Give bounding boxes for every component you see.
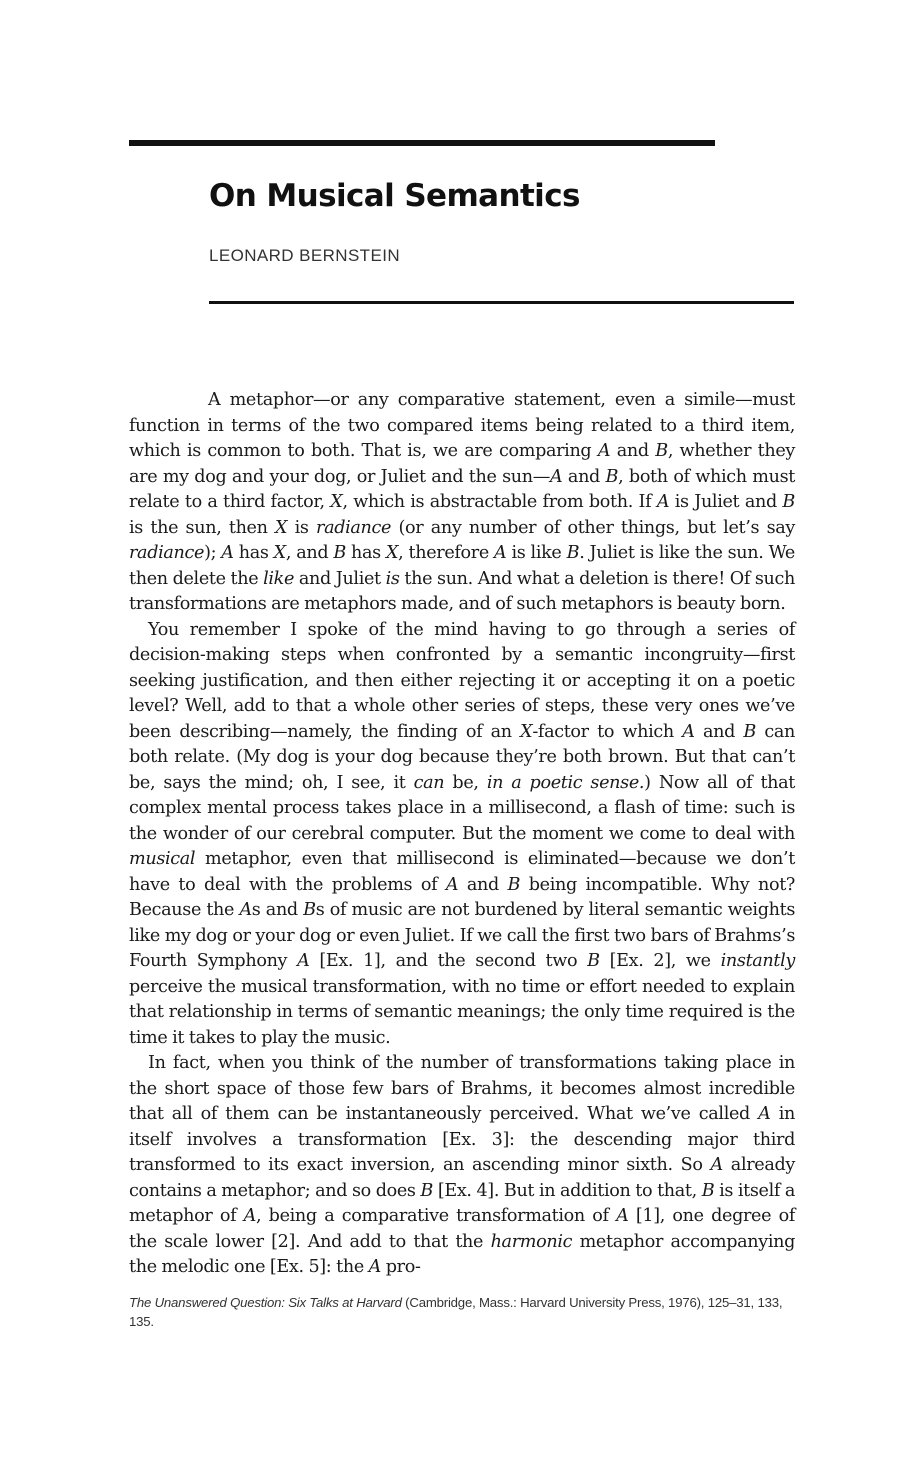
text-run: A metaphor—or any comparative statement, even a simile—must function in terms of the two compared items being related to a third item, which is common to both. That is, we are comparing — [129, 390, 795, 461]
italic-text: A — [221, 543, 234, 563]
text-run: [Ex. 4]. But in addition to that, — [433, 1180, 702, 1201]
text-run: perceive the musical transformation, with no time or effort needed to explain that relationship in terms of semantic meanings; the only time required is the time it takes to play the music. — [129, 976, 795, 1048]
text-run: is Juliet and — [669, 492, 783, 512]
text-run: , both of which must relate to a third factor, — [129, 466, 795, 512]
italic-text: is — [385, 568, 400, 589]
italic-text: radiance — [316, 517, 392, 538]
top-rule — [129, 140, 715, 146]
paragraph — [129, 1051, 795, 1281]
text-run: is — [287, 517, 317, 538]
italic-text: B — [303, 900, 316, 920]
footnote-citation: (Cambridge, Mass.: Harvard University Press, 1976), 125–31, 133, 135. — [129, 1295, 783, 1329]
text-run: , therefore — [398, 543, 495, 563]
text-run: -factor to which — [532, 721, 683, 742]
italic-text: B — [743, 721, 756, 742]
italic-text: A — [656, 492, 670, 512]
text-run: and — [562, 466, 606, 487]
text-run: You remember I spoke of the mind having to go through a series of decision-making steps when confronted by a semantic incongruity—first seeking justification, and then either rejecting it or accepting it on a poetic level? Well, add to that a whole other series of steps, these very ones we’ve been describing—namely, the finding of an — [129, 619, 795, 742]
text-run: , whether they are my dog and your dog, or Juliet and the sun— — [129, 441, 795, 487]
text-run: metaphor accompanying the melodic one [Ex. 5]: the — [129, 1231, 796, 1277]
italic-text: A — [597, 441, 611, 461]
italic-text: musical — [129, 849, 196, 869]
text-run: ); — [204, 543, 222, 563]
text-run: can both relate. (My dog is your dog because they’re both brown. But that can’t be, says the mind; oh, I see, it — [129, 721, 795, 793]
text-run: metaphor, even that millisecond is eliminated—because we don’t have to deal with the problems of — [129, 849, 795, 895]
text-run: pro- — [381, 1257, 421, 1277]
page-title: On Musical Semantics — [209, 178, 580, 214]
italic-text: B — [605, 466, 619, 487]
italic-text: in a poetic sense. — [486, 772, 645, 793]
text-run: , which is abstractable from both. If — [342, 492, 657, 512]
body-text — [129, 388, 795, 1281]
italic-text: B — [333, 543, 346, 563]
italic-text: B — [507, 874, 521, 895]
italic-text: A — [616, 1206, 629, 1226]
italic-text: instantly — [720, 951, 796, 971]
italic-text: B — [701, 1180, 715, 1201]
text-run: has — [233, 543, 274, 563]
text-run: [1], one degree of the scale lower [2]. And add to that the — [129, 1206, 795, 1252]
text-run: the sun. And what a deletion is there! Of such transformations are metaphors made, and of such metaphors is beauty born. — [129, 568, 795, 614]
italic-text: B — [655, 441, 668, 461]
italic-text: X — [275, 517, 288, 538]
footnote-source-title: The Unanswered Question: Six Talks at Harvard — [129, 1295, 402, 1310]
text-run: be, — [444, 772, 487, 793]
italic-text: A — [243, 1206, 257, 1226]
text-run: ) Now all of that complex mental process takes place in a millisecond, a flash of time: such is the wonder of our cerebral computer. But the moment we come to deal with — [129, 772, 796, 844]
text-run: already contains a metaphor; and so does — [129, 1155, 795, 1201]
text-run: s and — [251, 900, 304, 920]
italic-text: A — [445, 874, 459, 895]
text-run: , and — [285, 543, 334, 563]
footnote — [129, 1293, 799, 1331]
text-run: and Juliet — [294, 568, 386, 589]
italic-text: X — [385, 543, 399, 563]
text-run: [Ex. 1], and the second two — [309, 951, 588, 971]
italic-text: A — [368, 1257, 381, 1277]
italic-text: A — [758, 1104, 771, 1124]
italic-text: B — [566, 543, 580, 563]
text-run: [Ex. 2], we — [599, 951, 721, 971]
text-run: and — [694, 721, 744, 742]
text-run: is itself a metaphor of — [129, 1180, 796, 1226]
text-run: In fact, when you think of the number of transformations taking place in the short space of those few bars of Brahms, it becomes almost incredible that all of them can be instantaneously perceived. What we’ve called — [129, 1053, 795, 1124]
text-run: , being a comparative transformation of — [256, 1206, 617, 1226]
italic-text: A — [494, 543, 507, 563]
text-run: in itself involves a transformation [Ex. 3]: the descending major third transformed to its exact inversion, an ascending minor sixth. So — [129, 1104, 795, 1175]
italic-text: X — [520, 721, 533, 742]
text-run: has — [345, 543, 386, 563]
italic-text: A — [297, 951, 310, 971]
italic-text: A — [550, 466, 563, 487]
text-run: is like — [506, 543, 567, 563]
text-run: being incompatible. Why not? Because the — [129, 874, 795, 920]
paragraph — [129, 388, 795, 618]
italic-text: B — [587, 951, 600, 971]
text-run: and — [610, 441, 656, 461]
italic-text: radiance — [129, 543, 205, 563]
italic-text: A — [239, 900, 252, 920]
text-run: and — [458, 874, 508, 895]
author-rule — [209, 301, 794, 304]
author-name: LEONARD BERNSTEIN — [209, 246, 401, 265]
text-run: . Juliet is like the sun. We then delete the — [129, 543, 795, 589]
paragraph — [129, 618, 795, 1052]
italic-text: X — [273, 543, 286, 563]
text-run: is the sun, then — [129, 517, 276, 538]
italic-text: A — [682, 721, 695, 742]
italic-text: A — [710, 1155, 723, 1175]
italic-text: can — [413, 772, 445, 793]
italic-text: B — [420, 1180, 434, 1201]
text-run: (or any number of other things, but let’s say — [391, 517, 795, 538]
italic-text: B — [782, 492, 795, 512]
italic-text: X — [330, 492, 343, 512]
text-run: s of music are not burdened by literal semantic weights like my dog or your dog or even Juliet. If we call the first two bars of Brahms’s Fourth Symphony — [129, 900, 796, 971]
italic-text: harmonic — [490, 1231, 573, 1252]
italic-text: like — [263, 568, 295, 589]
